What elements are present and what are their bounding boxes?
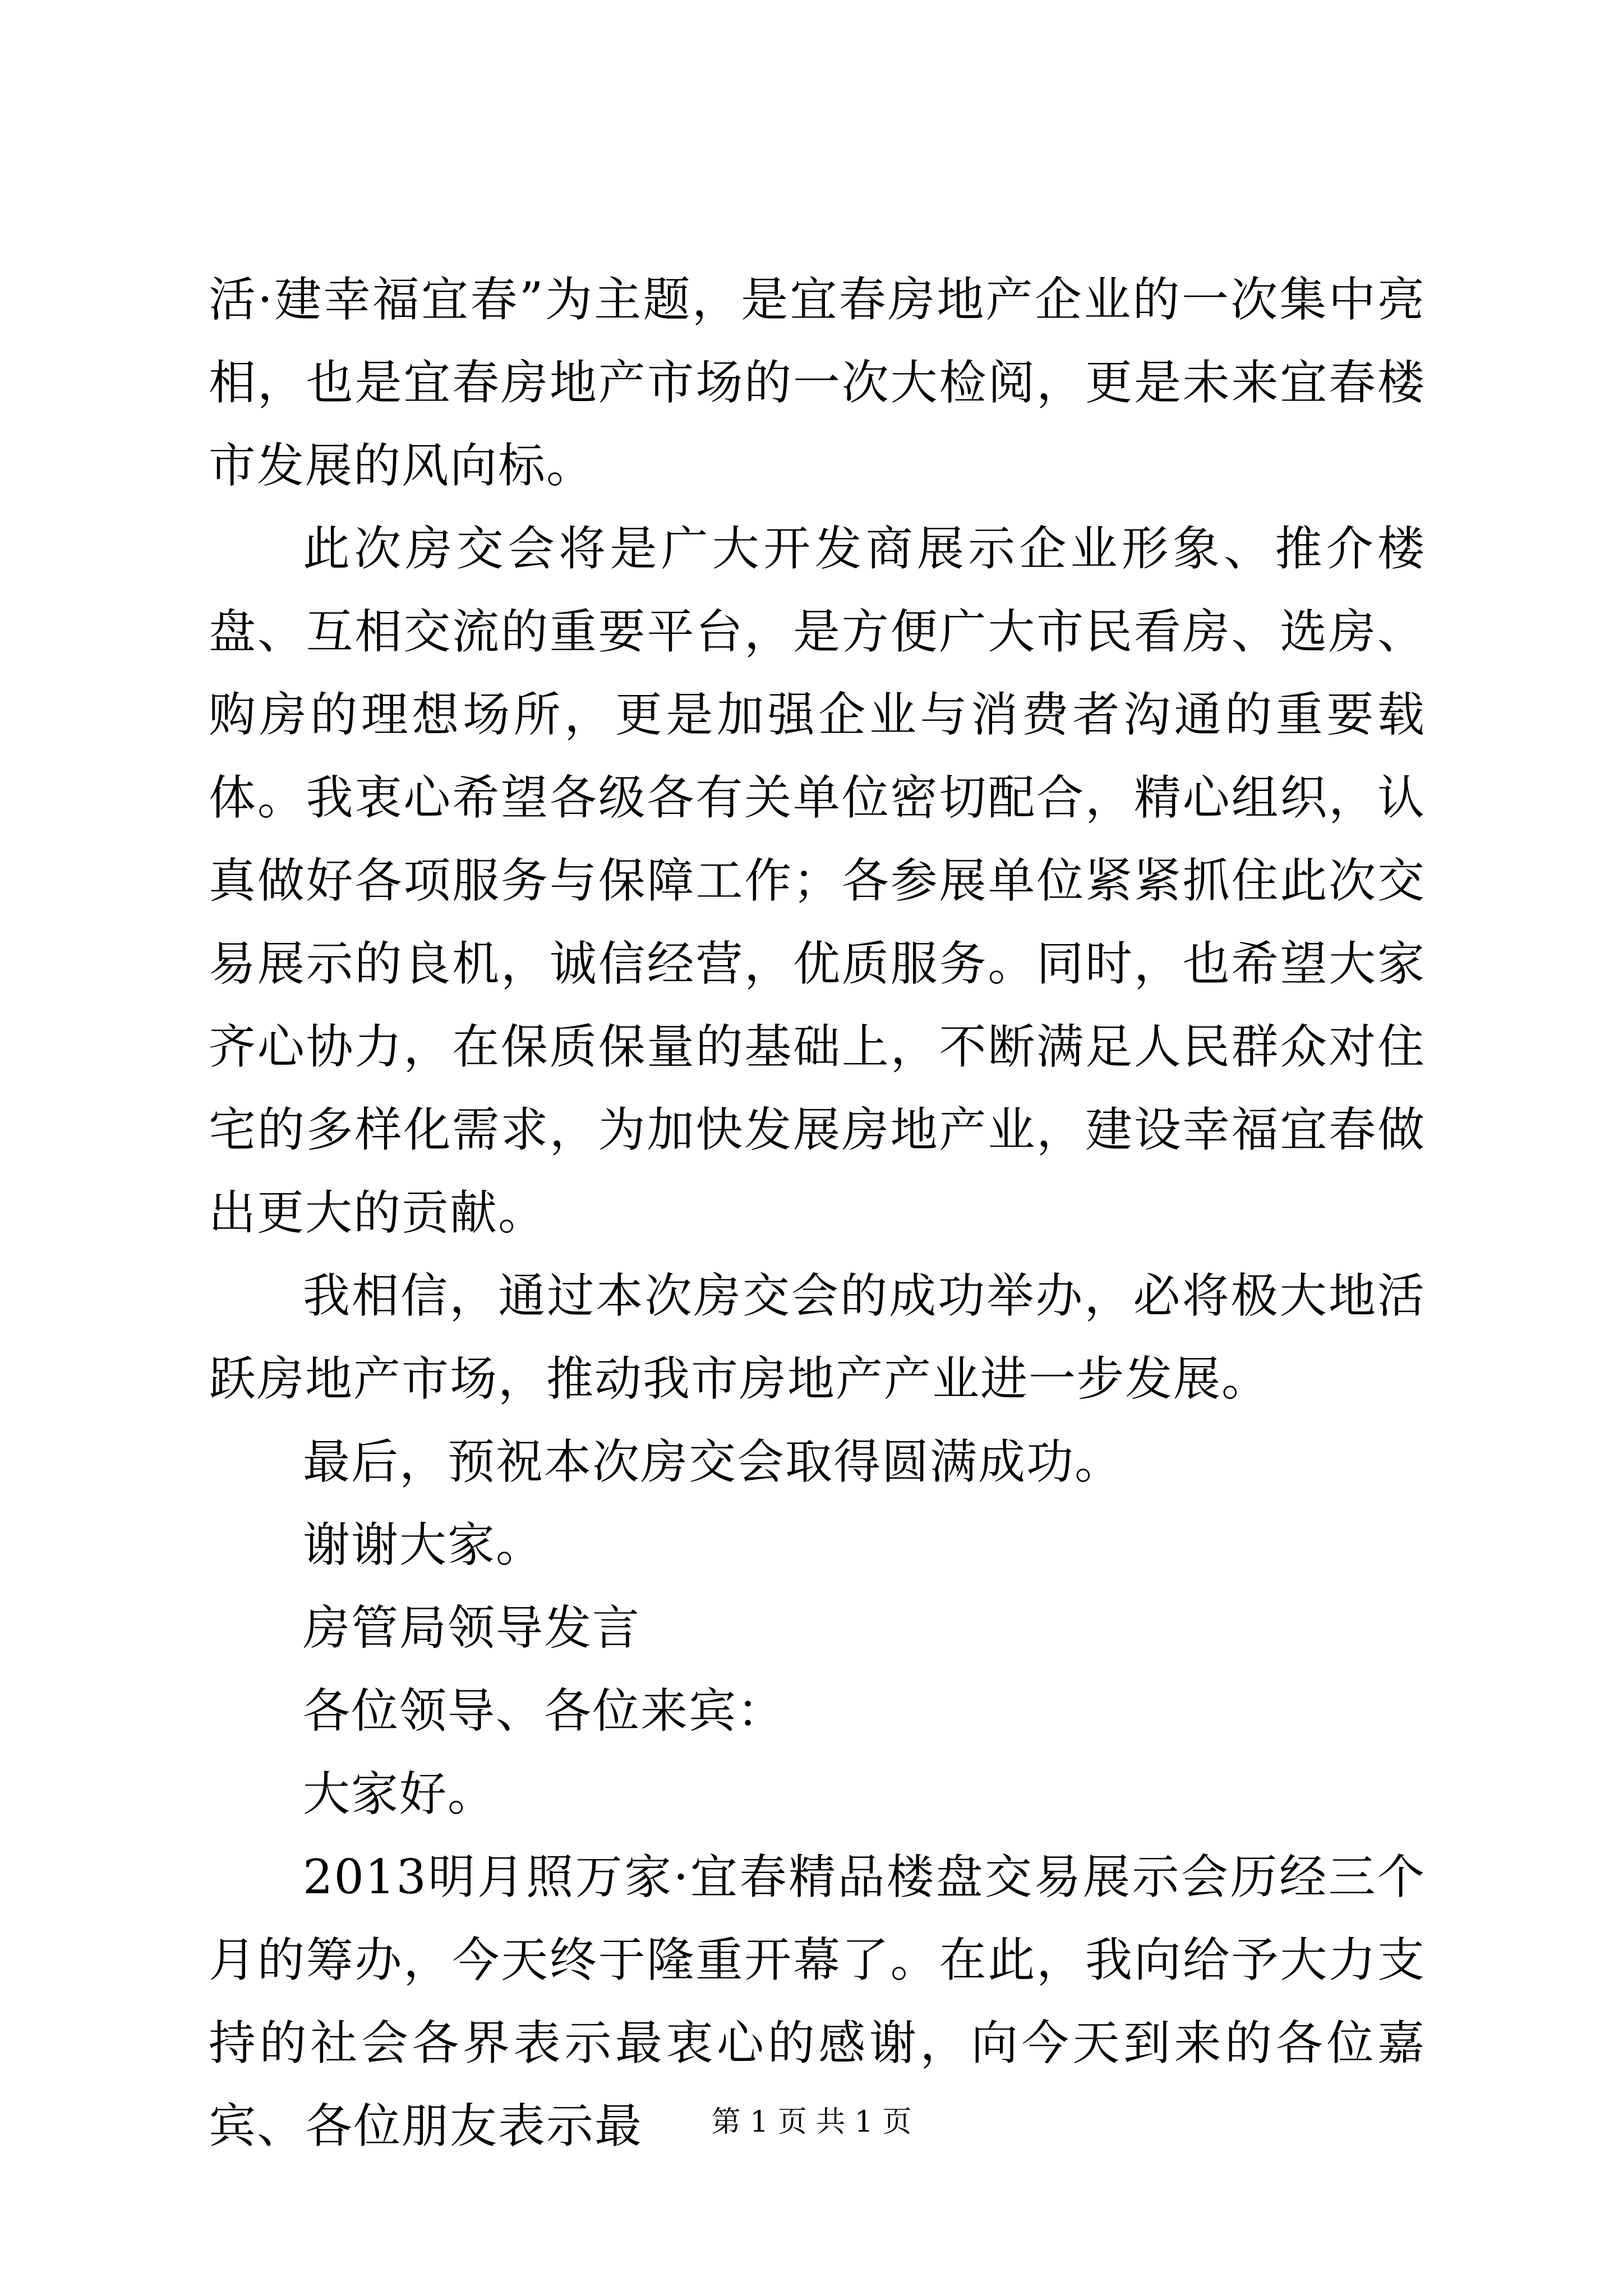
paragraph-opening: 2013明月照万家·宜春精品楼盘交易展示会历经三个月的筹办，今天终于隆重开幕了。在此，我向给予大力支持的社会各界表示最衷心的感谢，向今天到来的各位嘉宾、各位朋友表示最 <box>209 1849 1426 2154</box>
paragraph-expo-platform: 此次房交会将是广大开发商展示企业形象、推介楼盘、互相交流的重要平台，是方便广大市民看房、选房、购房的理想场所，更是加强企业与消费者沟通的重要载体。我衷心希望各级各有关单位密切配合，精心组织，认真做好各项服务与保障工作；各参展单位紧紧抓住此次交易展示的良机，诚信经营，优质服务。同时，也希望大家齐心协力，在保质保量的基础上，不断满足人民群众对住宅的多样化需求，为加快发展房地产业，建设幸福宜春做出更大的贡献。 <box>209 521 1426 1240</box>
document-body <box>209 258 1426 2168</box>
speech-greeting: 大家好。 <box>303 1766 496 1821</box>
paragraph-belief: 我相信，通过本次房交会的成功举办，必将极大地活跃房地产市场，推动我市房地产产业进一步发展。 <box>209 1268 1426 1406</box>
page-number-footer: 第 1 页 共 1 页 <box>711 2105 912 2139</box>
paragraph-thanks: 谢谢大家。 <box>303 1517 545 1572</box>
speech-heading: 房管局领导发言 <box>303 1600 641 1655</box>
speech-salutation: 各位领导、各位来宾： <box>303 1683 786 1738</box>
paragraph-wish-success: 最后，预祝本次房交会取得圆满成功。 <box>303 1434 1123 1489</box>
paragraph-continued-theme: 活·建幸福宜春”为主题，是宜春房地产企业的一次集中亮相，也是宜春房地产市场的一次大检阅，更是未来宜春楼市发展的风向标。 <box>209 272 1426 493</box>
